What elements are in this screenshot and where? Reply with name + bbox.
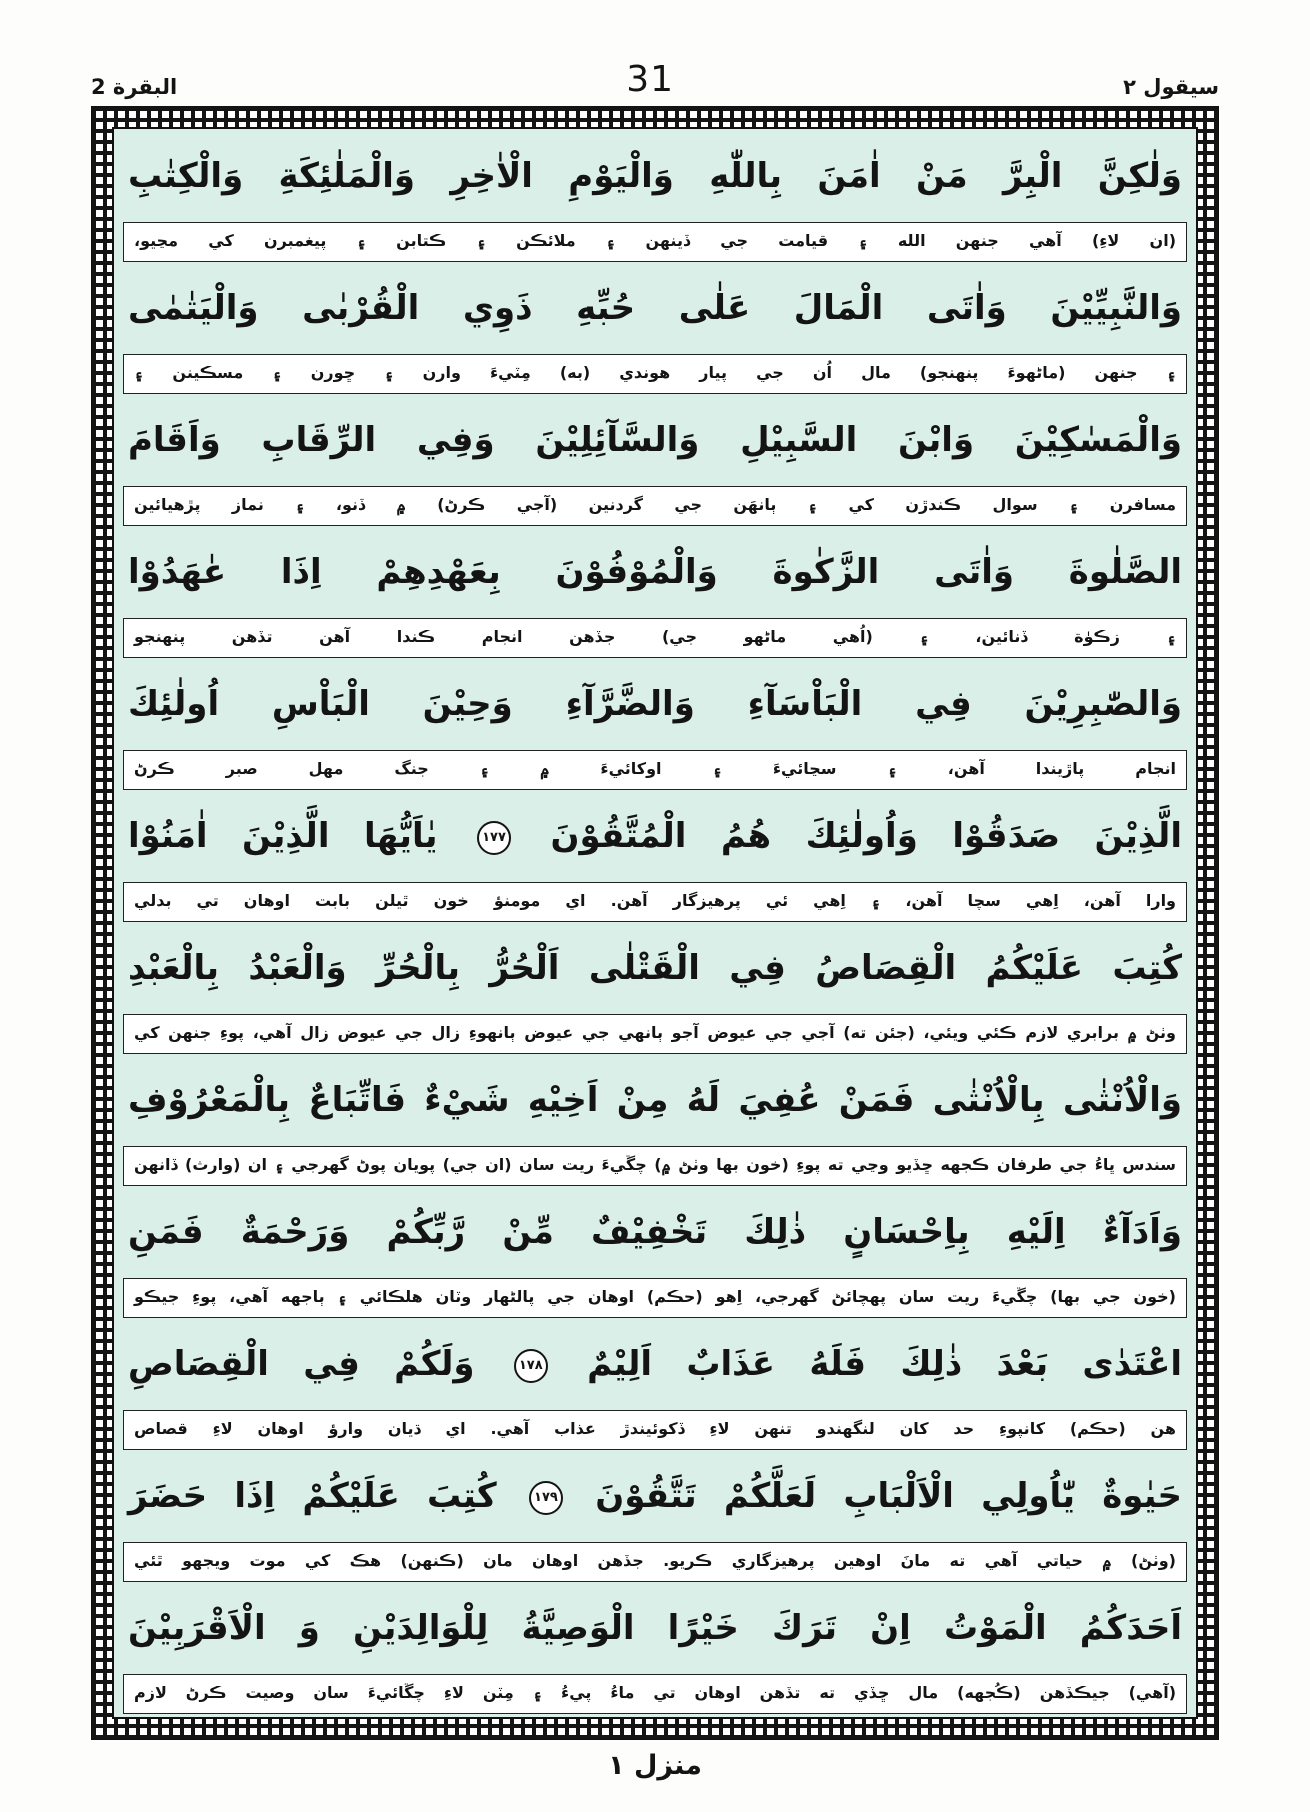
translation-line: مسافرن ۽ سوال ڪندڙن کي ۽ ٻانهَن جي گردنين (آجي ڪرڻ) ۾ ڏنو، ۽ نماز پڙهيائين — [123, 486, 1187, 526]
verse-text: حَيٰوةٌ يّٰاُولِي الْاَلْبَابِ لَعَلَّكُمْ تَتَّقُوْنَ — [595, 1476, 1183, 1516]
translation-line: سندس ڀاءُ جي طرفان ڪجهه ڇڏيو وڃي ته پوءِ (خون بها وٺڻ ۾) چڱيءَ ريت سان (ان جي) پويان پوڻ گهرجي ۽ ان (وارث) ڏانهن — [123, 1146, 1187, 1186]
quran-line-with-ayah-marker — [120, 1319, 1190, 1409]
page-header — [91, 0, 1219, 98]
ayah-number-badge: ١٧٧ — [477, 821, 511, 855]
translation-line: (ان لاءِ) آهي جنهن الله ۽ قيامت جي ڏينهن ۽ ملائڪن ۽ ڪتابن ۽ پيغمبرن کي مڃيو، — [123, 222, 1187, 262]
translation-line: ۽ زڪوٰة ڏنائين، ۽ (اُهي ماڻهو جي) جڏهن انجام ڪندا آهن تڏهن پنهنجو — [123, 618, 1187, 658]
quran-line: اَحَدَكُمُ الْمَوْتُ اِنْ تَرَكَ خَيْرًا الْوَصِيَّةُ لِلْوَالِدَيْنِ وَ الْاَقْرَبِيْنَ — [128, 1608, 1182, 1648]
quran-line: وَالْمَسٰكِيْنَ وَابْنَ السَّبِيْلِ وَالسَّآئِلِيْنَ وَفِي الرِّقَابِ وَاَقَامَ — [128, 420, 1182, 460]
manzil-label: منزل ١ — [608, 1750, 702, 1781]
decorative-chain-border — [91, 106, 1219, 1740]
quran-line: وَالْاُنْثٰى بِالْاُنْثٰى فَمَنْ عُفِيَ لَهُ مِنْ اَخِيْهِ شَيْءٌ فَاتِّبَاعٌ بِالْمَعْرُوْفِ — [128, 1080, 1182, 1120]
juz-label: سيقول ۲ — [1123, 75, 1219, 99]
quran-line: وَالصّٰبِرِيْنَ فِي الْبَاْسَآءِ وَالضَّرَّآءِ وَحِيْنَ الْبَاْسِ اُولٰئِكَ — [128, 684, 1182, 724]
ayah-number-badge: ١٧٨ — [514, 1349, 548, 1383]
quran-line: وَالنَّبِيِّيْنَ وَاٰتَى الْمَالَ عَلٰى حُبِّهِ ذَوِي الْقُرْبٰى وَالْيَتٰمٰى — [128, 288, 1182, 328]
text-block — [112, 127, 1198, 1719]
ayah-number-badge: ١٧٩ — [529, 1481, 563, 1515]
translation-line: ۽ جنهن (ماڻهوءَ پنهنجو) مال اُن جي پيار هوندي (به) مِٽيءَ وارن ۽ ڇورن ۽ مسڪينن ۽ — [123, 354, 1187, 394]
quran-line: الصَّلٰوةَ وَاٰتَى الزَّكٰوةَ وَالْمُوْفُوْنَ بِعَهْدِهِمْ اِذَا عٰهَدُوْا — [128, 552, 1182, 592]
verse-text: كُتِبَ عَلَيْكُمْ اِذَا حَضَرَ — [128, 1476, 497, 1516]
verse-text: اعْتَدٰى بَعْدَ ذٰلِكَ فَلَهُ عَذَابٌ اَلِيْمٌ — [587, 1344, 1182, 1384]
verse-text: الَّذِيْنَ صَدَقُوْا وَاُولٰئِكَ هُمُ الْمُتَّقُوْنَ — [550, 816, 1182, 856]
translation-line: هن (حڪم) کانپوءِ حد کان لنگهندو تنهن لاءِ ڏکوئيندڙ عذاب آهي. اي ڌيان وارؤ اوهان لاءِ قصاص — [123, 1410, 1187, 1450]
translation-line: وٺڻ ۾ برابري لازم ڪئي ويئي، (جئن ته) آجي جي عيوض آجو ٻانهي جي عيوض ٻانهوءِ زال جي عيوض زال آهي، پوءِ جنهن کي — [123, 1014, 1187, 1054]
translation-line: (وٺڻ) ۾ حياتي آهي ته مانَ اوهين پرهيزگاري ڪريو. جڏهن اوهان مان (ڪنهن) هڪ کي موت ويجهو ٿئي — [123, 1542, 1187, 1582]
page-number: 31 — [626, 59, 675, 100]
translation-line: وارا آهن، اِهي سچا آهن، ۽ اِهي ئي پرهيزگار آهن. اي مومنؤ خون ٿيلن بابت اوهان تي بدلي — [123, 882, 1187, 922]
verse-text: يٰاَيُّهَا الَّذِيْنَ اٰمَنُوْا — [128, 816, 438, 856]
surah-label: البقرة 2 — [91, 75, 178, 99]
quran-line: وَلٰكِنَّ الْبِرَّ مَنْ اٰمَنَ بِاللّٰهِ وَالْيَوْمِ الْاٰخِرِ وَالْمَلٰئِكَةِ وَالْكِتٰبِ — [128, 156, 1182, 196]
verse-text: وَلَكُمْ فِي الْقِصَاصِ — [128, 1344, 475, 1384]
quran-line: وَاَدَآءٌ اِلَيْهِ بِاِحْسَانٍ ذٰلِكَ تَخْفِيْفٌ مِّنْ رَّبِّكُمْ وَرَحْمَةٌ فَمَنِ — [128, 1212, 1182, 1252]
quran-line-with-ayah-marker — [120, 791, 1190, 881]
translation-line: (آهي) جيڪڏهن (ڪُجهه) مال ڇڏي ته تڏهن اوهان تي ماءُ پيءُ ۽ مِٽن لاءِ چڱائيءَ سان وصيت ڪرڻ لازم — [123, 1674, 1187, 1714]
quran-line: كُتِبَ عَلَيْكُمُ الْقِصَاصُ فِي الْقَتْلٰى اَلْحُرُّ بِالْحُرِّ وَالْعَبْدُ بِالْعَبْدِ — [128, 948, 1182, 988]
translation-line: (خون جي بها) چڱيءَ ريت سان پهچائڻ گهرجي، اِهو (حڪم) اوهان جي پالڻهار وٽان هلڪائي ۽ ٻاجهه آهي، پوءِ جيڪو — [123, 1278, 1187, 1318]
translation-line: انجام پاڙيندا آهن، ۽ سڃائيءَ ۽ اوکائيءَ ۾ ۽ جنگ مهل صبر ڪرڻ — [123, 750, 1187, 790]
quran-line-with-ayah-marker — [120, 1451, 1190, 1541]
